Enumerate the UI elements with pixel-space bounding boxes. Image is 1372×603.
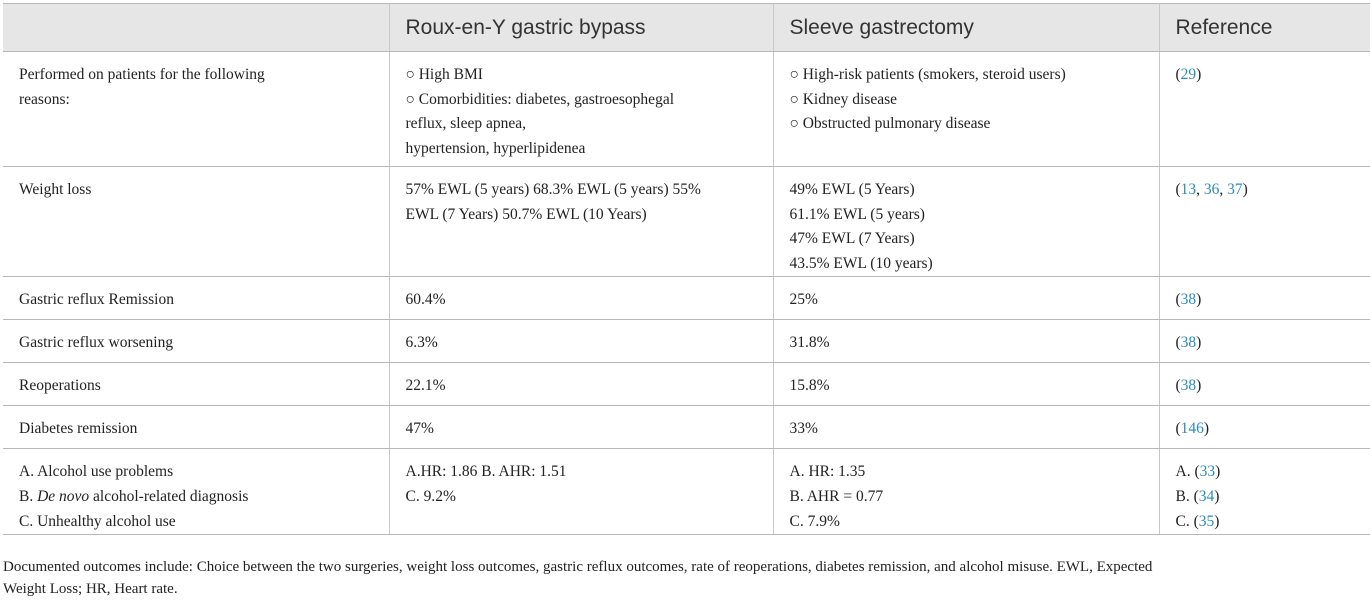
cell-sleeve <box>773 167 1159 277</box>
cell-outcome <box>3 167 389 277</box>
cell-sleeve <box>773 277 1159 320</box>
cell-reference <box>1159 320 1370 363</box>
reference-line <box>1176 63 1355 88</box>
cell-sleeve-line: 25% <box>789 291 818 309</box>
cell-outcome-line: reasons: <box>19 90 70 108</box>
cell-roux-en-y-line: 60.4% <box>405 291 446 309</box>
cell-outcome <box>3 449 389 535</box>
cell-sleeve <box>773 52 1159 167</box>
table-row <box>3 320 1370 363</box>
reference-line <box>1176 510 1355 535</box>
cell-sleeve-line: 49% EWL (5 Years) <box>789 181 915 198</box>
reference-prefix: ( <box>1175 181 1181 198</box>
comparison-table-wrapper <box>3 3 1370 535</box>
cell-reference <box>1159 449 1370 535</box>
table-footnote <box>3 557 1370 600</box>
reference-prefix: C. ( <box>1175 512 1199 530</box>
de-novo-italic: De novo <box>37 487 90 505</box>
reference-suffix: ) <box>1214 487 1220 505</box>
cell-outcome <box>3 277 389 320</box>
reference-line: (13, 36, 37) <box>1175 181 1248 198</box>
reference-line <box>1176 331 1355 356</box>
cell-reference <box>1159 363 1370 406</box>
reference-prefix: ( <box>1175 420 1181 438</box>
cell-roux-en-y-line: A.HR: 1.86 B. AHR: 1.51 <box>405 463 567 481</box>
reference-suffix: ) <box>1196 377 1202 395</box>
citation-link[interactable]: 29 <box>1180 66 1197 83</box>
cell-roux-en-y-line: C. 9.2% <box>405 487 456 505</box>
cell-reference <box>1159 277 1370 320</box>
cell-roux-en-y-line: 57% EWL (5 years) 68.3% EWL (5 years) 55% <box>405 181 701 198</box>
cell-reference <box>1159 167 1370 277</box>
cell-sleeve-line: 61.1% EWL (5 years) <box>789 205 925 223</box>
table-row <box>3 167 1370 277</box>
cell-sleeve-line: ○ Obstructed pulmonary disease <box>789 115 991 133</box>
cell-outcome-line: A. Alcohol use problems <box>19 463 174 481</box>
table-row <box>3 277 1370 320</box>
reference-suffix: ) <box>1242 181 1248 198</box>
citation-link[interactable]: 38 <box>1180 291 1197 309</box>
citation-link[interactable]: 34 <box>1198 487 1215 505</box>
reference-prefix: B. ( <box>1175 487 1199 505</box>
reference-prefix: ( <box>1175 334 1181 352</box>
reference-prefix: A. ( <box>1175 463 1200 481</box>
citation-link[interactable]: 33 <box>1199 463 1216 481</box>
table-body <box>3 52 1370 535</box>
cell-reference <box>1159 406 1370 449</box>
table-row <box>3 363 1370 406</box>
cell-roux-en-y-line: ○ High BMI <box>405 66 483 83</box>
header-reference: Reference <box>1159 4 1370 52</box>
cell-outcome-line: C. Unhealthy alcohol use <box>19 512 176 530</box>
cell-outcome-line: B. De novo alcohol-related diagnosis <box>19 487 249 505</box>
cell-outcome-line: Reoperations <box>19 377 101 395</box>
cell-sleeve-line: 33% <box>789 420 818 438</box>
cell-reference <box>1159 52 1370 167</box>
cell-sleeve-line: 31.8% <box>789 334 830 352</box>
reference-suffix: ) <box>1203 420 1210 438</box>
cell-roux-en-y-line: reflux, sleep apnea, <box>405 115 526 133</box>
table-row <box>3 449 1370 535</box>
cell-sleeve-line: 15.8% <box>789 377 830 395</box>
reference-suffix: ) <box>1196 66 1202 83</box>
table-header <box>3 4 1370 52</box>
citation-link[interactable]: 146 <box>1180 420 1204 438</box>
cell-outcome <box>3 52 389 167</box>
cell-roux-en-y-line: 6.3% <box>405 334 438 352</box>
cell-roux-en-y <box>389 277 773 320</box>
citation-link[interactable]: 35 <box>1198 512 1215 530</box>
cell-outcome-line: Performed on patients for the following <box>19 66 265 83</box>
reference-line <box>1176 417 1355 442</box>
cell-roux-en-y <box>389 363 773 406</box>
footnote-line-1: Documented outcomes include: Choice between the two surgeries, weight loss outcomes, gastric reflux outcomes, rate of reoperations, diabetes remission, and alcohol misuse. EWL, Expected <box>3 559 1153 575</box>
cell-roux-en-y <box>389 52 773 167</box>
citation-link[interactable]: 38 <box>1180 377 1197 395</box>
cell-sleeve-line: ○ Kidney disease <box>789 90 898 108</box>
reference-prefix: ( <box>1175 377 1181 395</box>
reference-line <box>1176 288 1355 313</box>
header-sleeve: Sleeve gastrectomy <box>773 4 1159 52</box>
cell-roux-en-y <box>389 167 773 277</box>
reference-prefix: ( <box>1175 291 1181 309</box>
reference-suffix: ) <box>1196 334 1202 352</box>
cell-sleeve <box>773 449 1159 535</box>
cell-sleeve-line: A. HR: 1.35 <box>789 463 866 481</box>
reference-suffix: ) <box>1214 512 1220 530</box>
citation-link[interactable]: 37 <box>1227 181 1243 198</box>
reference-line <box>1176 485 1355 510</box>
cell-sleeve-line: ○ High-risk patients (smokers, steroid users) <box>789 66 1066 83</box>
comparison-table <box>3 3 1370 535</box>
table-row <box>3 406 1370 449</box>
citation-link[interactable]: 13 <box>1180 181 1197 198</box>
cell-outcome-line: Diabetes remission <box>19 420 138 438</box>
cell-sleeve-line: B. AHR = 0.77 <box>789 487 884 505</box>
cell-outcome-line: Gastric reflux worsening <box>19 334 174 352</box>
cell-roux-en-y <box>389 406 773 449</box>
citation-link[interactable]: 38 <box>1180 334 1197 352</box>
header-roux-en-y: Roux-en-Y gastric bypass <box>389 4 773 52</box>
header-row <box>3 4 1370 52</box>
cell-sleeve <box>773 406 1159 449</box>
cell-sleeve-line: C. 7.9% <box>789 512 840 530</box>
cell-outcome-line: Gastric reflux Remission <box>19 291 174 309</box>
cell-outcome-line: Weight loss <box>19 181 92 198</box>
header-outcome <box>3 4 389 52</box>
cell-roux-en-y-line: hypertension, hyperlipidenea <box>405 139 586 157</box>
table-row <box>3 52 1370 167</box>
cell-roux-en-y-line: EWL (7 Years) 50.7% EWL (10 Years) <box>405 205 647 223</box>
cell-roux-en-y-line: 47% <box>405 420 434 438</box>
reference-line <box>1176 374 1355 399</box>
cell-outcome <box>3 320 389 363</box>
reference-suffix: ) <box>1196 291 1202 309</box>
cell-sleeve <box>773 320 1159 363</box>
cell-outcome <box>3 363 389 406</box>
cell-sleeve <box>773 363 1159 406</box>
citation-link[interactable]: 36 <box>1203 181 1220 198</box>
cell-roux-en-y-line: ○ Comorbidities: diabetes, gastroesophegal <box>405 90 675 108</box>
cell-sleeve-line: 43.5% EWL (10 years) <box>789 254 933 272</box>
footnote-line-2: Weight Loss; HR, Heart rate. <box>3 580 178 597</box>
cell-outcome <box>3 406 389 449</box>
reference-prefix: ( <box>1175 66 1181 83</box>
reference-line <box>1176 460 1355 485</box>
reference-suffix: ) <box>1215 463 1221 481</box>
cell-roux-en-y <box>389 449 773 535</box>
cell-roux-en-y <box>389 320 773 363</box>
cell-roux-en-y-line: 22.1% <box>405 377 446 395</box>
cell-sleeve-line: 47% EWL (7 Years) <box>789 230 915 248</box>
